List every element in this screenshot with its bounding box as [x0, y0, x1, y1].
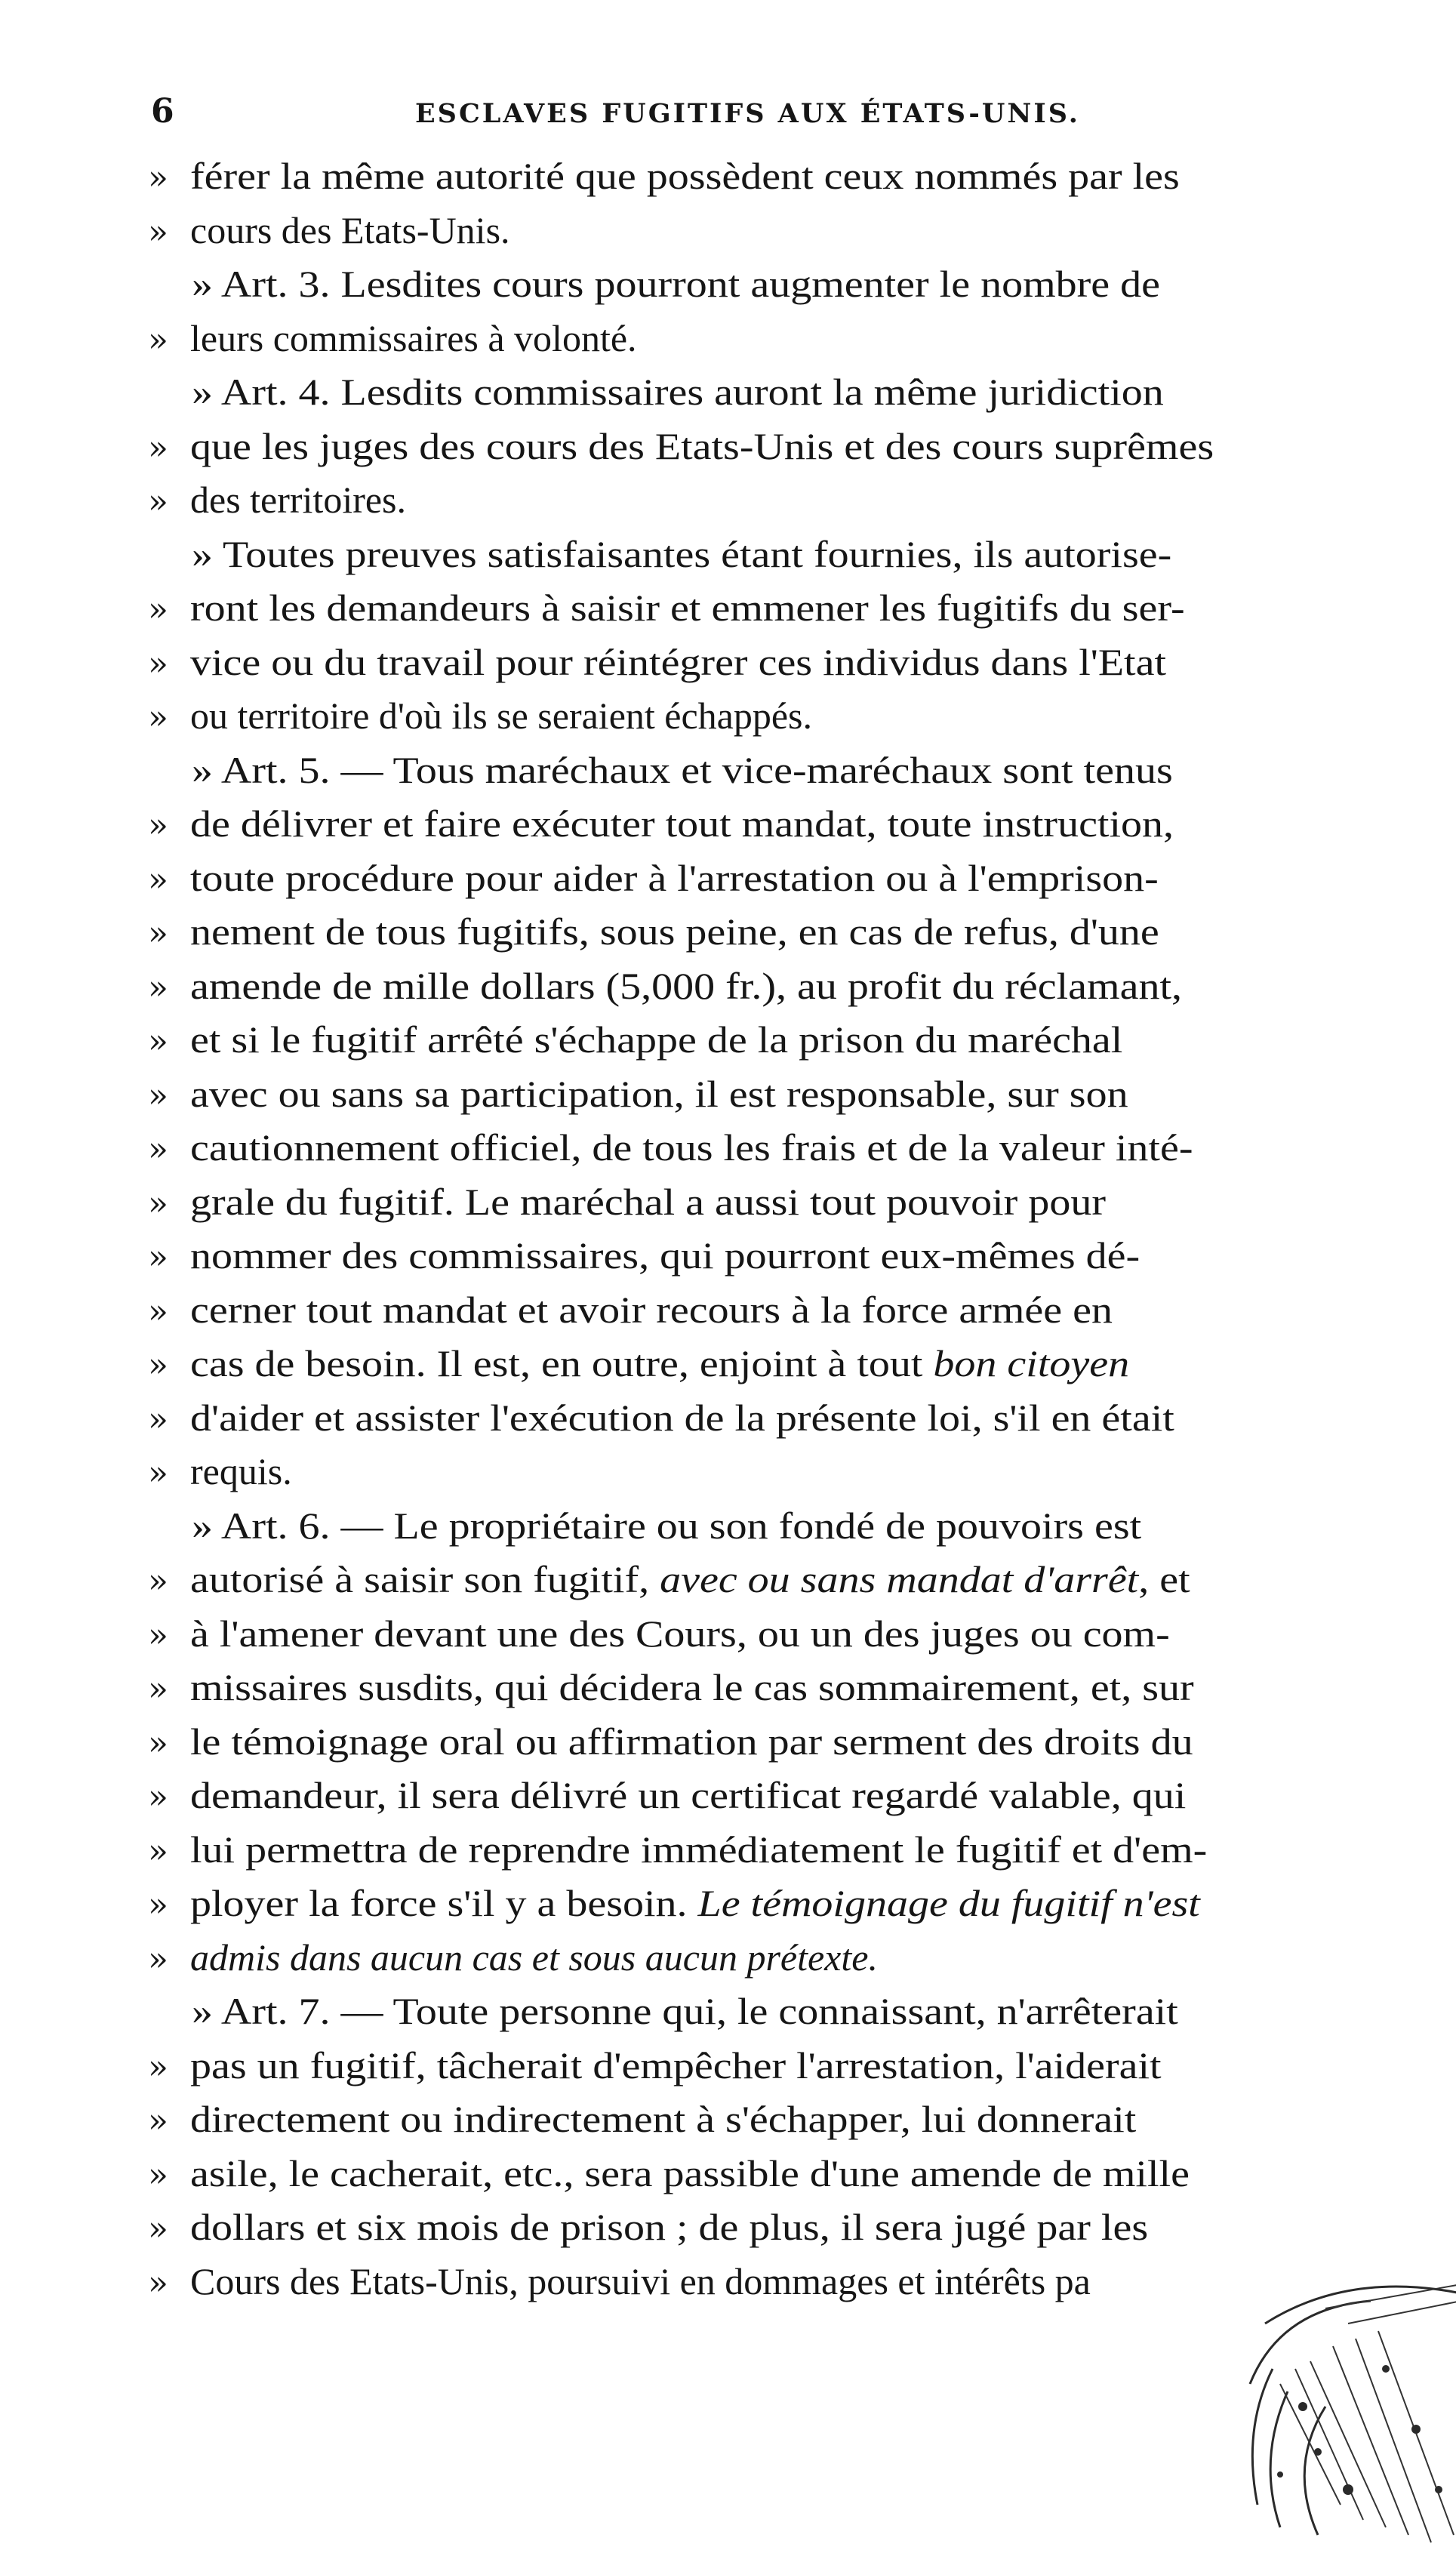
text-run: cas de besoin. Il est, en outre, enjoint à tout	[190, 1342, 934, 1384]
guillemet-mark: »	[148, 320, 168, 359]
running-title: ESCLAVES FUGITIFS AUX ÉTATS-UNIS.	[415, 98, 1080, 129]
text-run: à l'amener devant une des Cours, ou un des juges ou com-	[190, 1612, 1170, 1655]
line-text	[190, 852, 1159, 906]
text-run: d'aider et assister l'exécution de la présente loi, s'il en était	[190, 1396, 1174, 1439]
text-line	[148, 636, 1356, 690]
italic-text: avec ou sans mandat d'arrêt	[660, 1558, 1139, 1600]
text-run: ou territoire d'où ils se seraient échappés.	[190, 694, 812, 737]
guillemet-mark: »	[148, 1346, 168, 1384]
line-text	[190, 1067, 1128, 1122]
line-text	[190, 204, 510, 258]
text-run: grale du fugitif. Le maréchal a aussi tout pouvoir pour	[190, 1180, 1106, 1223]
text-line	[148, 149, 1356, 204]
line-text	[192, 1499, 1141, 1554]
text-line	[148, 2039, 1356, 2093]
text-run: demandeur, il sera délivré un certificat regardé valable, qui	[190, 1774, 1187, 1816]
text-run: » Art. 4. Lesdits commissaires auront la même juridiction	[192, 371, 1164, 413]
guillemet-mark: »	[148, 1292, 168, 1331]
page-number: 6	[151, 92, 175, 131]
italic-text: Le témoignage du fugitif n'est	[697, 1882, 1200, 1924]
line-text	[190, 905, 1159, 959]
guillemet-mark: »	[148, 482, 168, 521]
text-line	[148, 1337, 1356, 1391]
text-line	[148, 1931, 1356, 1985]
line-text	[190, 2093, 1136, 2147]
line-text	[190, 1175, 1106, 1230]
text-line	[148, 2093, 1356, 2147]
guillemet-mark: »	[148, 1076, 168, 1115]
guillemet-mark: »	[148, 1723, 168, 1763]
text-run: » Art. 7. — Toute personne qui, le connaissant, n'arrêterait	[192, 1990, 1178, 2032]
text-run: et si le fugitif arrêté s'échappe de la prison du maréchal	[190, 1018, 1123, 1061]
guillemet-mark: »	[148, 968, 168, 1007]
guillemet-mark: »	[148, 212, 168, 251]
text-run: leurs commissaires à volonté.	[190, 316, 637, 359]
line-text	[190, 2200, 1148, 2255]
text-run: lui permettra de reprendre immédiatement le fugitif et d'em-	[190, 1828, 1208, 1871]
text-line	[148, 1499, 1356, 1554]
guillemet-mark: »	[148, 914, 168, 953]
guillemet-mark: »	[148, 2047, 168, 2087]
line-text	[190, 1877, 1200, 1931]
text-run: » Art. 6. — Le propriétaire ou son fondé de pouvoirs est	[192, 1504, 1142, 1547]
text-run: des territoires.	[190, 479, 407, 521]
guillemet-mark: »	[148, 1130, 168, 1169]
text-line	[148, 2147, 1356, 2201]
line-text	[190, 2039, 1162, 2093]
text-run: vice ou du travail pour réintégrer ces individus dans l'Etat	[190, 640, 1167, 683]
line-text	[192, 528, 1171, 582]
line-text	[190, 1769, 1186, 1823]
line-text	[190, 797, 1174, 852]
guillemet-mark: »	[148, 1831, 168, 1871]
line-text	[192, 257, 1160, 312]
guillemet-mark: »	[148, 2102, 168, 2140]
body-text	[148, 149, 1356, 2308]
guillemet-mark: »	[148, 428, 168, 467]
text-run: férer la même autorité que possèdent ceux nommés par les	[190, 155, 1180, 197]
text-run: dollars et six mois de prison ; de plus, il sera jugé par les	[190, 2206, 1149, 2248]
text-line	[148, 312, 1356, 366]
line-text	[190, 1121, 1193, 1175]
guillemet-mark: »	[148, 2155, 168, 2194]
text-run: toute procédure pour aider à l'arrestation ou à l'emprison-	[190, 856, 1159, 899]
line-text	[190, 636, 1166, 690]
text-run: » Art. 3. Lesdites cours pourront augmenter le nombre de	[192, 263, 1161, 305]
text-run: pas un fugitif, tâcherait d'empêcher l'arrestation, l'aiderait	[190, 2043, 1162, 2087]
italic-text: bon citoyen	[933, 1342, 1130, 1384]
text-line	[148, 2255, 1356, 2309]
guillemet-mark: »	[148, 860, 168, 899]
text-line	[148, 528, 1356, 582]
guillemet-mark: »	[148, 2263, 168, 2302]
text-run: amende de mille dollars (5,000 fr.), au profit du réclamant,	[190, 964, 1183, 1007]
text-line	[148, 905, 1356, 959]
text-run: cerner tout mandat et avoir recours à la force armée en	[190, 1288, 1113, 1331]
line-text	[190, 420, 1214, 474]
line-text	[190, 2147, 1190, 2201]
text-run: asile, le cacherait, etc., sera passible d'une amende de mille	[190, 2151, 1190, 2194]
text-run: cautionnement officiel, de tous les frais et de la valeur inté-	[190, 1126, 1193, 1169]
text-run: ployer la force s'il y a besoin.	[190, 1882, 698, 1924]
guillemet-mark: »	[148, 806, 168, 845]
guillemet-mark: »	[148, 1562, 168, 1600]
guillemet-mark: »	[148, 1670, 168, 1708]
line-text	[190, 959, 1182, 1014]
line-text	[190, 312, 637, 366]
text-line	[148, 204, 1356, 258]
text-line	[148, 1175, 1356, 1230]
guillemet-mark: »	[148, 159, 168, 197]
text-run: que les juges des cours des Etats-Unis et des cours suprêmes	[190, 424, 1214, 467]
text-run: requis.	[190, 1450, 292, 1492]
text-line	[148, 1769, 1356, 1823]
line-text	[192, 365, 1164, 420]
library-stamp	[1235, 2278, 1456, 2550]
line-text	[190, 149, 1180, 204]
guillemet-mark: »	[148, 698, 168, 737]
text-line	[148, 689, 1356, 744]
text-line	[148, 1823, 1356, 1877]
text-run: avec ou sans sa participation, il est responsable, sur son	[190, 1072, 1128, 1115]
line-text	[190, 1823, 1207, 1877]
line-text	[190, 581, 1185, 636]
guillemet-mark: »	[148, 1238, 168, 1277]
line-text	[190, 2255, 1091, 2309]
line-text	[190, 1391, 1174, 1446]
italic-text: admis dans aucun cas et sous aucun prétexte.	[190, 1936, 878, 1979]
text-line	[148, 2200, 1356, 2255]
line-text	[192, 744, 1173, 798]
text-line	[148, 1229, 1356, 1283]
guillemet-mark: »	[148, 644, 168, 683]
text-line	[148, 1013, 1356, 1067]
line-text	[192, 1985, 1178, 2039]
line-text	[190, 1607, 1170, 1662]
text-line	[148, 257, 1356, 312]
line-text	[190, 1229, 1140, 1283]
line-text	[190, 1445, 292, 1499]
guillemet-mark: »	[148, 1454, 168, 1492]
text-run: nement de tous fugitifs, sous peine, en cas de refus, d'une	[190, 910, 1159, 953]
text-line	[148, 852, 1356, 906]
line-text	[190, 1661, 1194, 1715]
line-text	[190, 1337, 1129, 1391]
text-run: » Art. 5. — Tous maréchaux et vice-maréchaux sont tenus	[192, 748, 1173, 791]
guillemet-mark: »	[148, 1886, 168, 1924]
text-line	[148, 1715, 1356, 1769]
text-run: directement ou indirectement à s'échapper, lui donnerait	[190, 2098, 1137, 2140]
text-line	[148, 1607, 1356, 1662]
guillemet-mark: »	[148, 1778, 168, 1816]
text-line	[148, 1067, 1356, 1122]
text-run: autorisé à saisir son fugitif,	[190, 1558, 660, 1600]
guillemet-mark: »	[148, 1939, 168, 1979]
text-run: de délivrer et faire exécuter tout mandat, toute instruction,	[190, 802, 1174, 845]
text-line	[148, 1445, 1356, 1499]
text-line	[148, 581, 1356, 636]
text-line	[148, 797, 1356, 852]
text-run: , et	[1138, 1558, 1190, 1600]
text-line	[148, 1661, 1356, 1715]
line-text	[190, 1013, 1122, 1067]
guillemet-mark: »	[148, 1615, 168, 1655]
text-line	[148, 1877, 1356, 1931]
guillemet-mark: »	[148, 1400, 168, 1439]
text-run: missaires susdits, qui décidera le cas sommairement, et, sur	[190, 1666, 1194, 1708]
text-run: nommer des commissaires, qui pourront eux-mêmes dé-	[190, 1234, 1140, 1277]
text-line	[148, 1985, 1356, 2039]
line-text	[190, 1931, 878, 1985]
text-line	[148, 1553, 1356, 1607]
text-line	[148, 959, 1356, 1014]
text-run: » Toutes preuves satisfaisantes étant fournies, ils autorise-	[192, 532, 1172, 575]
line-text	[190, 689, 812, 744]
line-text	[190, 1715, 1193, 1769]
text-line	[148, 744, 1356, 798]
text-run: le témoignage oral ou affirmation par serment des droits du	[190, 1720, 1193, 1763]
line-text	[190, 473, 406, 528]
line-text	[190, 1283, 1113, 1338]
guillemet-mark: »	[148, 1022, 168, 1061]
text-line	[148, 473, 1356, 528]
text-run: cours des Etats-Unis.	[190, 208, 510, 251]
text-line	[148, 420, 1356, 474]
guillemet-mark: »	[148, 1184, 168, 1223]
text-run: Cours des Etats-Unis, poursuivi en dommages et intérêts pa	[190, 2259, 1091, 2302]
text-line	[148, 365, 1356, 420]
guillemet-mark: »	[148, 2210, 168, 2248]
guillemet-mark: »	[148, 590, 168, 629]
text-line	[148, 1283, 1356, 1338]
text-run: ront les demandeurs à saisir et emmener les fugitifs du ser-	[190, 587, 1185, 629]
text-line	[148, 1121, 1356, 1175]
text-line	[148, 1391, 1356, 1446]
running-head	[151, 92, 1344, 137]
line-text	[190, 1553, 1190, 1607]
